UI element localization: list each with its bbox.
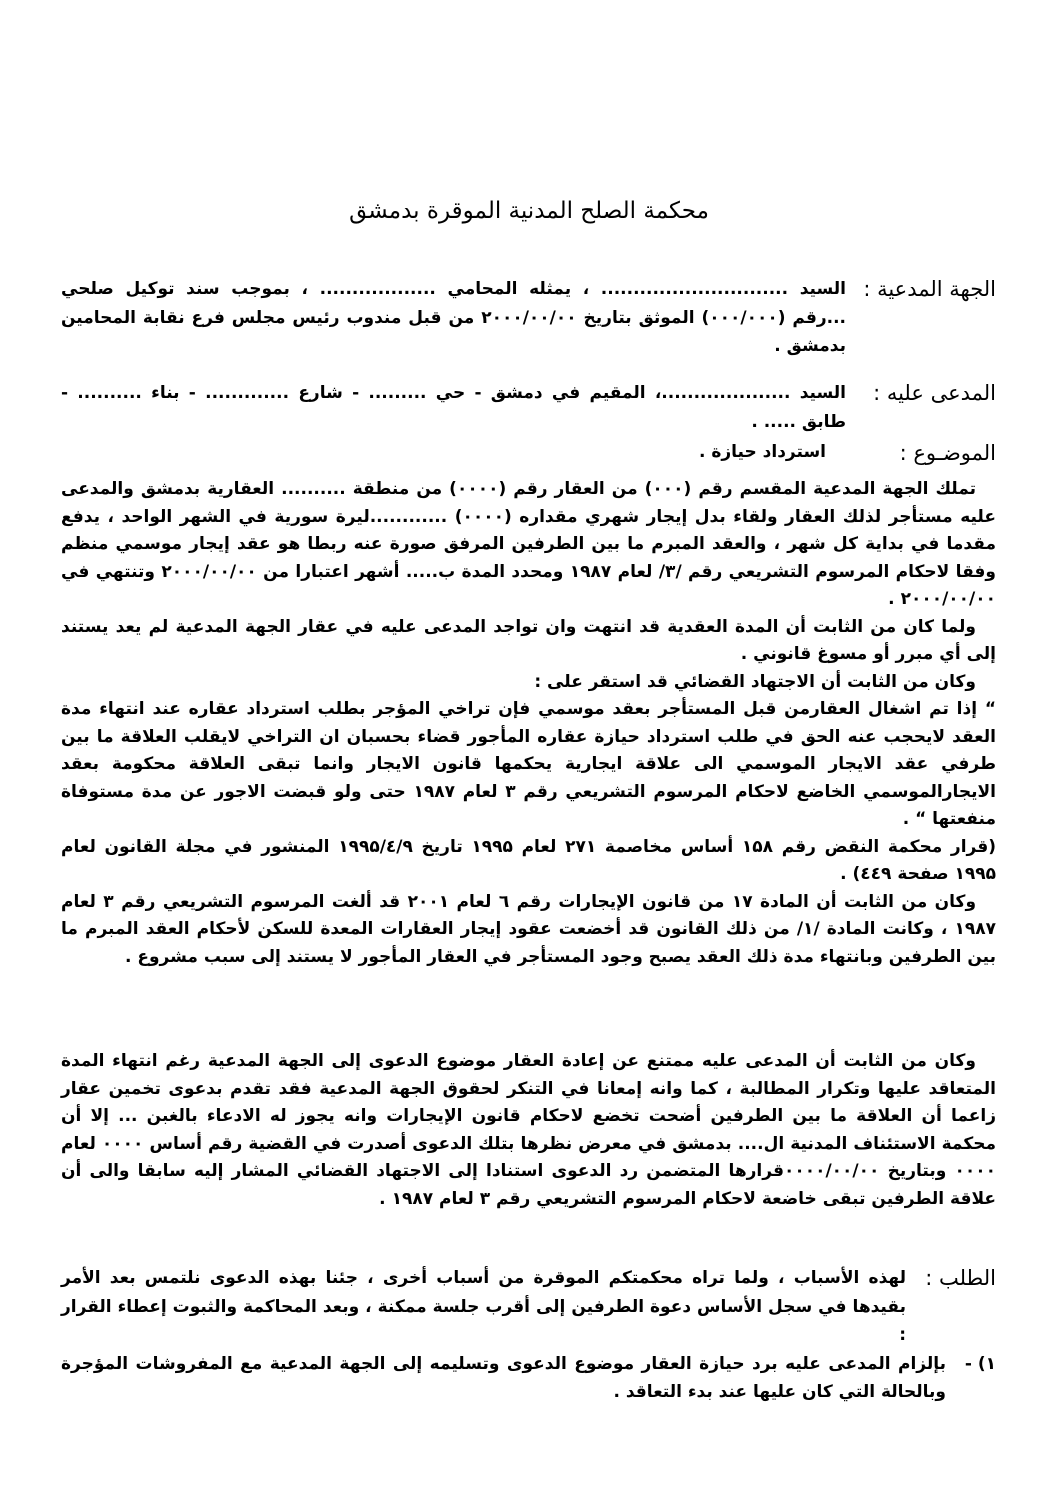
paragraph-expiry: ولما كان من الثابت أن المدة العقدية قد انتهت وان تواجد المدعى عليه في عقار الجهة المدعية لم يعد يستند إلى أي مبرر أو مسوغ قانوني . (61, 616, 996, 664)
plaintiff-label: الجهة المدعية : (863, 277, 996, 301)
court-title: محكمة الصلح المدنية الموقرة بدمشق (349, 198, 709, 224)
paragraph-law-article: وكان من الثابت أن المادة ۱۷ من قانون الإيجارات رقم ٦ لعام ۲۰۰۱ قد ألغت المرسوم التشريعي رقم ۳ لعام ۱۹۸۷ ، وكانت المادة /۱/ من ذلك القانون قد أخضعت عقود إيجار العقارات المعدة للسكن لأحكام العقد المبرم ما بين الطرفين وبانتهاء مدة ذلك العقد يصبح وجود المستأجر في العقار المأجور لا يستند إلى سبب مشروع . (61, 891, 997, 967)
plaintiff-text: السيد ............................. ، يمثله المحامي .................. ، بموجب سند توكيل صلحي ...رقم (۰۰۰/۰۰۰) الموثق بتاريخ ۲۰۰۰/۰۰/۰۰ من قبل مندوب رئيس مجلس فرع نقابة المحامين بدمشق . (61, 279, 847, 356)
defendant-text: السيد ....................، المقيم في دمشق - حي ......... - شارع ............. - بناء .......... - طابق ..... . (61, 383, 846, 432)
refusal-section (61, 1048, 996, 1213)
paragraph-jurisprudence-intro: وكان من الثابت أن الاجتهاد القضائي قد استقر على : (534, 671, 976, 692)
request-section (61, 1264, 996, 1407)
facts-section (61, 476, 996, 971)
request-text: لهذه الأسباب ، ولما تراه محكمتكم الموقرة من أسباب أخرى ، جئنا بهذه الدعوى نلتمس بعد الأمر بقيدها في سجل الأساس دعوة الطرفين إلى أقرب جلسة ممكنة ، وبعد المحاكمة والثبوت إعطاء القرار : (61, 1268, 906, 1345)
paragraph-jurisprudence-quote: “ إذا تم اشغال العقارمن قبل المستأجر بعقد موسمي فإن تراخي المؤجر بطلب استرداد عقاره عند انتهاء مدة العقد لايحجب عنه الحق في طلب استرداد حيازة عقاره المأجور قضاء بحسبان ان التراخي لايقلب العلاقة ما بين طرفي عقد الايجار الموسمي الى علاقة ايجارية يحكمها قانون الايجار وانما تبقى العلاقة محكومة بعقد الايجارالموسمي الخاضع لاحكام المرسوم التشريعي رقم ۳ لعام ۱۹۸۷ حتى ولو قبضت الاجور عن مدة مستوفاة منفعتها “ . (61, 699, 996, 829)
subject-label: الموضـوع : (899, 441, 996, 465)
defendant-section (61, 376, 996, 436)
defendant-label: المدعى عليه : (873, 381, 996, 405)
paragraph-ownership: تملك الجهة المدعية المقسم رقم (۰۰۰) من العقار رقم (۰۰۰۰) من منطقة .......... العقارية بدمشق والمدعى عليه مستأجر لذلك العقار ولقاء بدل إيجار شهري مقداره (۰۰۰۰) ............ليرة سورية في الشهر الواحد ، يدفع مقدما في بداية كل شهر ، والعقد المبرم ما بين الطرفين المرفق صورة عنه ربطا هو عقد إيجار موسمي منظم وفقا لاحكام المرسوم التشريعي رقم /۳/ لعام ۱۹۸۷ ومحدد المدة ب..... أشهر اعتبارا من ۲۰۰۰/۰۰/۰۰ وتنتهي في ۲۰۰۰/۰۰/۰۰ . (61, 479, 997, 609)
request-label: الطلب : (925, 1266, 996, 1290)
request-item-text: بإلزام المدعى عليه برد حيازة العقار موضوع الدعوى وتسليمه إلى الجهة المدعية مع المفروشات المؤجرة وبالحالة التي كان عليها عند بدء التعاقد . (61, 1353, 946, 1402)
subject-section (61, 436, 996, 470)
subject-text: استرداد حيازة . (698, 442, 826, 462)
request-item-number: ۱) - (964, 1353, 996, 1374)
plaintiff-section (61, 272, 996, 361)
paragraph-citation: (قرار محكمة النقض رقم ۱۵۸ أساس مخاصمة ۲۷۱ لعام ۱۹۹۵ تاريخ ۱۹۹۵/٤/۹ المنشور في مجلة القانون لعام ۱۹۹۵ صفحة ٤٤۹) . (61, 836, 996, 884)
paragraph-refusal: وكان من الثابت أن المدعى عليه ممتنع عن إعادة العقار موضوع الدعوى إلى الجهة المدعية رغم انتهاء المدة المتعاقد عليها وتكرار المطالبة ، كما وانه إمعانا في التنكر لحقوق الجهة المدعية فقد تقدم بدعوى تخمين عقار زاعما أن العلاقة ما بين الطرفين أضحت تخضع لاحكام قانون الإيجارات وانه يجوز له الادعاء بالغبن ... إلا أن محكمة الاستئناف المدنية ال.... بدمشق في معرض نظرها بتلك الدعوى أصدرت في القضية رقم أساس ۰۰۰۰ لعام ۰۰۰۰ وبتاريخ ۰۰۰۰/۰۰/۰۰قرارها المتضمن رد الدعوى استنادا إلى الاجتهاد القضائي المشار إليه سابقا والى أن علاقة الطرفين تبقى خاضعة لاحكام المرسوم التشريعي رقم ۳ لعام ۱۹۸۷ . (61, 1051, 996, 1209)
